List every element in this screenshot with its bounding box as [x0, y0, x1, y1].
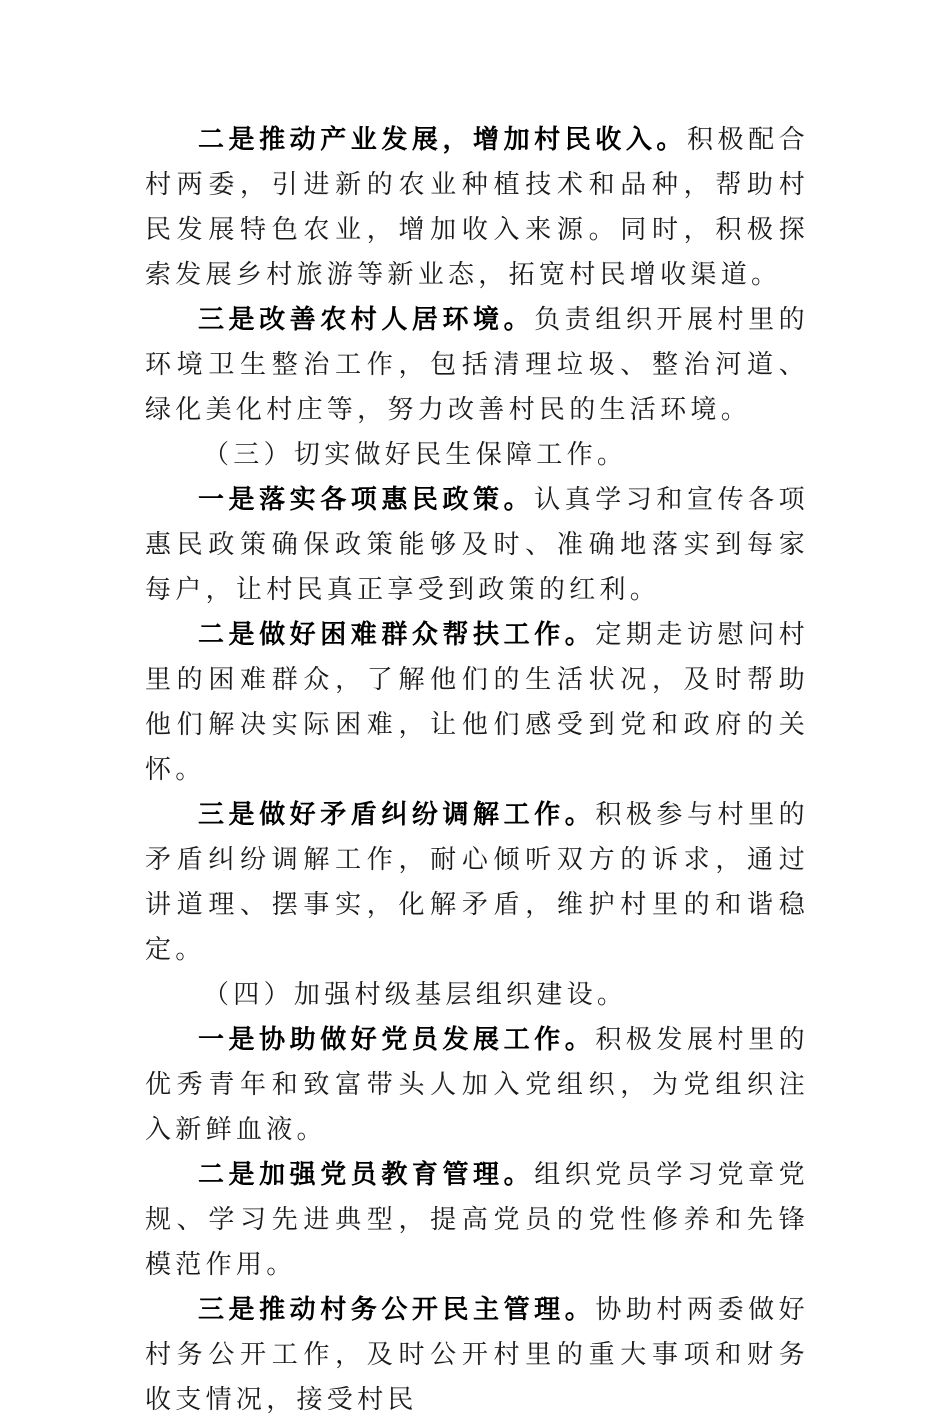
paragraph-member-education — [145, 1153, 809, 1288]
paragraph-lead: 二是做好困难群众帮扶工作。 — [198, 620, 596, 650]
paragraph-living-environment — [145, 298, 809, 433]
paragraph-text: 定期走访慰问村里的困难群众，了解他们的生活状况，及时帮助他们解决实际困难，让他们感受到党和政府的关怀。 — [145, 620, 809, 785]
paragraph-text: 组织党员学习党章党规、学习先进典型，提高党员的党性修养和先锋模范作用。 — [145, 1160, 809, 1280]
paragraph-lead: 二是推动产业发展，增加村民收入。 — [198, 125, 687, 155]
paragraph-text: 积极参与村里的矛盾纠纷调解工作，耐心倾听双方的诉求，通过讲道理、摆事实，化解矛盾，维护村里的和谐稳定。 — [145, 800, 809, 965]
paragraph-lead: 一是落实各项惠民政策。 — [198, 485, 535, 515]
paragraph-lead: 三是推动村务公开民主管理。 — [198, 1295, 596, 1325]
paragraph-poverty-assistance — [145, 613, 809, 793]
section-heading-4: （四）加强村级基层组织建设。 — [203, 980, 628, 1010]
paragraph-lead: 一是协助做好党员发展工作。 — [198, 1025, 596, 1055]
paragraph-text: 负责组织开展村里的环境卫生整治工作，包括清理垃圾、整治河道、绿化美化村庄等，努力改善村民的生活环境。 — [145, 305, 809, 425]
paragraph-lead: 三是做好矛盾纠纷调解工作。 — [198, 800, 596, 830]
paragraph-lead: 二是加强党员教育管理。 — [198, 1160, 535, 1190]
paragraph-industry-development — [145, 118, 809, 298]
document-body — [145, 118, 809, 1423]
paragraph-lead: 三是改善农村人居环境。 — [198, 305, 535, 335]
paragraph-benefit-policies — [145, 478, 809, 613]
paragraph-dispute-mediation — [145, 793, 809, 973]
paragraph-text: 协助村两委做好村务公开工作，及时公开村里的重大事项和财务收支情况，接受村民 — [145, 1295, 809, 1415]
paragraph-text: 认真学习和宣传各项惠民政策确保政策能够及时、准确地落实到每家每户，让村民真正享受到政策的红利。 — [145, 485, 809, 605]
paragraph-text: 积极配合村两委，引进新的农业种植技术和品种，帮助村民发展特色农业，增加收入来源。同时，积极探索发展乡村旅游等新业态，拓宽村民增收渠道。 — [145, 125, 809, 290]
paragraph-member-development — [145, 1018, 809, 1153]
paragraph-village-affairs — [145, 1288, 809, 1423]
paragraph-text: 积极发展村里的优秀青年和致富带头人加入党组织，为党组织注入新鲜血液。 — [145, 1025, 809, 1145]
section-heading-3: （三）切实做好民生保障工作。 — [203, 440, 628, 470]
